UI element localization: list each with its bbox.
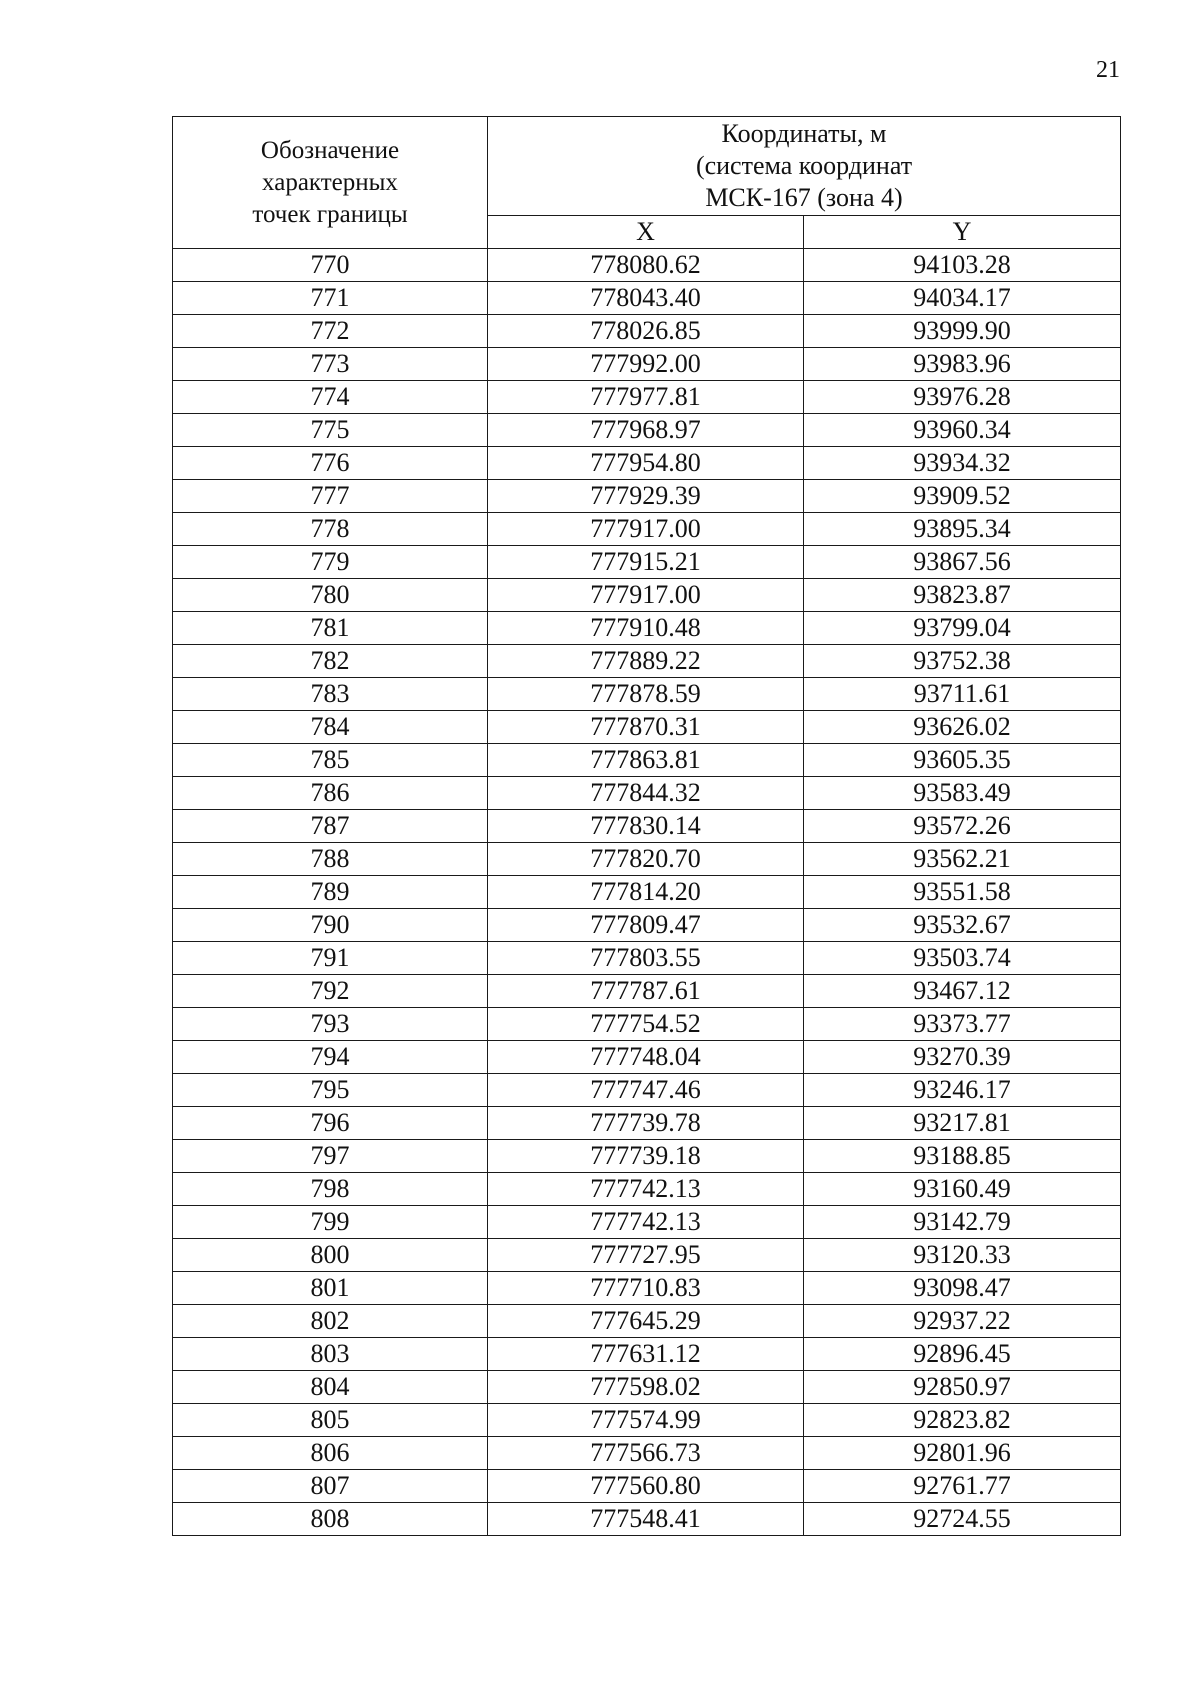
cell-point: 800 bbox=[173, 1239, 488, 1272]
cell-y: 93799.04 bbox=[804, 612, 1121, 645]
table-row bbox=[173, 282, 1121, 315]
cell-x: 777739.18 bbox=[488, 1140, 804, 1173]
cell-point: 783 bbox=[173, 678, 488, 711]
cell-point: 796 bbox=[173, 1107, 488, 1140]
cell-point: 794 bbox=[173, 1041, 488, 1074]
cell-y: 93909.52 bbox=[804, 480, 1121, 513]
cell-y: 93467.12 bbox=[804, 975, 1121, 1008]
cell-x: 777929.39 bbox=[488, 480, 804, 513]
cell-point: 780 bbox=[173, 579, 488, 612]
cell-x: 777566.73 bbox=[488, 1437, 804, 1470]
cell-point: 777 bbox=[173, 480, 488, 513]
table-row bbox=[173, 942, 1121, 975]
cell-point: 798 bbox=[173, 1173, 488, 1206]
cell-x: 777910.48 bbox=[488, 612, 804, 645]
cell-y: 93934.32 bbox=[804, 447, 1121, 480]
cell-y: 93605.35 bbox=[804, 744, 1121, 777]
cell-point: 789 bbox=[173, 876, 488, 909]
table-row bbox=[173, 744, 1121, 777]
table-row bbox=[173, 711, 1121, 744]
cell-x: 777844.32 bbox=[488, 777, 804, 810]
cell-point: 781 bbox=[173, 612, 488, 645]
cell-y: 93983.96 bbox=[804, 348, 1121, 381]
table-row bbox=[173, 1239, 1121, 1272]
table-row bbox=[173, 1437, 1121, 1470]
cell-point: 770 bbox=[173, 249, 488, 282]
cell-x: 777748.04 bbox=[488, 1041, 804, 1074]
cell-point: 772 bbox=[173, 315, 488, 348]
coordinates-table bbox=[172, 116, 1121, 1536]
cell-x: 777787.61 bbox=[488, 975, 804, 1008]
header-coordinates bbox=[488, 117, 1121, 216]
header-y: Y bbox=[804, 216, 1121, 249]
cell-y: 93142.79 bbox=[804, 1206, 1121, 1239]
table-row bbox=[173, 579, 1121, 612]
cell-x: 777727.95 bbox=[488, 1239, 804, 1272]
cell-x: 777917.00 bbox=[488, 513, 804, 546]
table-row bbox=[173, 480, 1121, 513]
cell-point: 808 bbox=[173, 1503, 488, 1536]
cell-y: 93098.47 bbox=[804, 1272, 1121, 1305]
table-row bbox=[173, 315, 1121, 348]
table-row bbox=[173, 513, 1121, 546]
cell-point: 773 bbox=[173, 348, 488, 381]
cell-x: 777863.81 bbox=[488, 744, 804, 777]
header-points-line3: точек границы bbox=[252, 200, 408, 228]
cell-x: 777830.14 bbox=[488, 810, 804, 843]
table-row bbox=[173, 678, 1121, 711]
cell-x: 777820.70 bbox=[488, 843, 804, 876]
cell-x: 777992.00 bbox=[488, 348, 804, 381]
cell-point: 799 bbox=[173, 1206, 488, 1239]
table-row bbox=[173, 381, 1121, 414]
cell-point: 779 bbox=[173, 546, 488, 579]
cell-point: 793 bbox=[173, 1008, 488, 1041]
table-row bbox=[173, 447, 1121, 480]
table-row bbox=[173, 645, 1121, 678]
header-coords-line2: (система координат bbox=[695, 151, 913, 180]
cell-y: 93572.26 bbox=[804, 810, 1121, 843]
table-row bbox=[173, 843, 1121, 876]
cell-y: 93583.49 bbox=[804, 777, 1121, 810]
cell-point: 804 bbox=[173, 1371, 488, 1404]
cell-x: 777631.12 bbox=[488, 1338, 804, 1371]
cell-point: 790 bbox=[173, 909, 488, 942]
table-row bbox=[173, 546, 1121, 579]
cell-y: 93960.34 bbox=[804, 414, 1121, 447]
table-row bbox=[173, 1206, 1121, 1239]
cell-point: 774 bbox=[173, 381, 488, 414]
cell-y: 93562.21 bbox=[804, 843, 1121, 876]
table-row bbox=[173, 414, 1121, 447]
cell-y: 93823.87 bbox=[804, 579, 1121, 612]
table-row bbox=[173, 1470, 1121, 1503]
cell-y: 93895.34 bbox=[804, 513, 1121, 546]
table-row bbox=[173, 909, 1121, 942]
cell-y: 92724.55 bbox=[804, 1503, 1121, 1536]
cell-x: 777560.80 bbox=[488, 1470, 804, 1503]
cell-x: 777803.55 bbox=[488, 942, 804, 975]
cell-x: 778080.62 bbox=[488, 249, 804, 282]
table-row bbox=[173, 1503, 1121, 1536]
cell-x: 777809.47 bbox=[488, 909, 804, 942]
cell-x: 778026.85 bbox=[488, 315, 804, 348]
cell-point: 805 bbox=[173, 1404, 488, 1437]
cell-point: 788 bbox=[173, 843, 488, 876]
table-row bbox=[173, 777, 1121, 810]
cell-x: 777645.29 bbox=[488, 1305, 804, 1338]
cell-point: 778 bbox=[173, 513, 488, 546]
table-row bbox=[173, 1272, 1121, 1305]
cell-y: 92937.22 bbox=[804, 1305, 1121, 1338]
cell-y: 93711.61 bbox=[804, 678, 1121, 711]
cell-point: 802 bbox=[173, 1305, 488, 1338]
table-row bbox=[173, 1140, 1121, 1173]
cell-y: 93270.39 bbox=[804, 1041, 1121, 1074]
header-points-line1: Обозначение bbox=[260, 136, 400, 164]
cell-y: 93867.56 bbox=[804, 546, 1121, 579]
cell-x: 778043.40 bbox=[488, 282, 804, 315]
table-row bbox=[173, 1371, 1121, 1404]
cell-y: 93160.49 bbox=[804, 1173, 1121, 1206]
cell-x: 777574.99 bbox=[488, 1404, 804, 1437]
table-row bbox=[173, 1074, 1121, 1107]
cell-point: 776 bbox=[173, 447, 488, 480]
cell-y: 93999.90 bbox=[804, 315, 1121, 348]
header-points-line2: характерных bbox=[262, 168, 398, 196]
cell-y: 92850.97 bbox=[804, 1371, 1121, 1404]
cell-x: 777742.13 bbox=[488, 1173, 804, 1206]
cell-x: 777548.41 bbox=[488, 1503, 804, 1536]
cell-y: 93551.58 bbox=[804, 876, 1121, 909]
header-coords-line3: МСК-167 (зона 4) bbox=[705, 183, 903, 212]
table-row bbox=[173, 876, 1121, 909]
table-row bbox=[173, 975, 1121, 1008]
cell-x: 777917.00 bbox=[488, 579, 804, 612]
table-body bbox=[173, 249, 1121, 1536]
cell-x: 777968.97 bbox=[488, 414, 804, 447]
table-row bbox=[173, 1008, 1121, 1041]
table-header bbox=[173, 117, 1121, 249]
table-row bbox=[173, 612, 1121, 645]
header-coords-line1: Координаты, м bbox=[721, 119, 887, 148]
table-row bbox=[173, 1404, 1121, 1437]
cell-point: 775 bbox=[173, 414, 488, 447]
table-row bbox=[173, 348, 1121, 381]
cell-point: 771 bbox=[173, 282, 488, 315]
cell-x: 777954.80 bbox=[488, 447, 804, 480]
cell-x: 777739.78 bbox=[488, 1107, 804, 1140]
cell-y: 92896.45 bbox=[804, 1338, 1121, 1371]
header-point-designation bbox=[173, 117, 488, 249]
cell-y: 92801.96 bbox=[804, 1437, 1121, 1470]
cell-y: 93752.38 bbox=[804, 645, 1121, 678]
cell-y: 94034.17 bbox=[804, 282, 1121, 315]
cell-point: 791 bbox=[173, 942, 488, 975]
cell-x: 777598.02 bbox=[488, 1371, 804, 1404]
cell-point: 786 bbox=[173, 777, 488, 810]
cell-point: 784 bbox=[173, 711, 488, 744]
cell-y: 93217.81 bbox=[804, 1107, 1121, 1140]
cell-x: 777747.46 bbox=[488, 1074, 804, 1107]
cell-x: 777977.81 bbox=[488, 381, 804, 414]
cell-y: 93626.02 bbox=[804, 711, 1121, 744]
cell-y: 93976.28 bbox=[804, 381, 1121, 414]
cell-y: 93373.77 bbox=[804, 1008, 1121, 1041]
cell-y: 92823.82 bbox=[804, 1404, 1121, 1437]
table-row bbox=[173, 1305, 1121, 1338]
table-row bbox=[173, 1338, 1121, 1371]
cell-y: 93120.33 bbox=[804, 1239, 1121, 1272]
cell-point: 792 bbox=[173, 975, 488, 1008]
cell-point: 807 bbox=[173, 1470, 488, 1503]
cell-point: 803 bbox=[173, 1338, 488, 1371]
cell-x: 777754.52 bbox=[488, 1008, 804, 1041]
table-row bbox=[173, 1041, 1121, 1074]
table-row bbox=[173, 1107, 1121, 1140]
cell-y: 93246.17 bbox=[804, 1074, 1121, 1107]
table-row bbox=[173, 1173, 1121, 1206]
cell-point: 797 bbox=[173, 1140, 488, 1173]
cell-x: 777915.21 bbox=[488, 546, 804, 579]
cell-point: 806 bbox=[173, 1437, 488, 1470]
table-row bbox=[173, 249, 1121, 282]
cell-x: 777889.22 bbox=[488, 645, 804, 678]
cell-x: 777710.83 bbox=[488, 1272, 804, 1305]
cell-y: 93188.85 bbox=[804, 1140, 1121, 1173]
cell-y: 92761.77 bbox=[804, 1470, 1121, 1503]
cell-x: 777814.20 bbox=[488, 876, 804, 909]
cell-x: 777870.31 bbox=[488, 711, 804, 744]
cell-point: 785 bbox=[173, 744, 488, 777]
cell-point: 782 bbox=[173, 645, 488, 678]
cell-y: 93532.67 bbox=[804, 909, 1121, 942]
cell-point: 801 bbox=[173, 1272, 488, 1305]
page-number: 21 bbox=[1096, 57, 1120, 83]
cell-x: 777742.13 bbox=[488, 1206, 804, 1239]
cell-point: 787 bbox=[173, 810, 488, 843]
cell-y: 94103.28 bbox=[804, 249, 1121, 282]
cell-point: 795 bbox=[173, 1074, 488, 1107]
cell-y: 93503.74 bbox=[804, 942, 1121, 975]
table-row bbox=[173, 810, 1121, 843]
header-x: X bbox=[488, 216, 804, 249]
cell-x: 777878.59 bbox=[488, 678, 804, 711]
